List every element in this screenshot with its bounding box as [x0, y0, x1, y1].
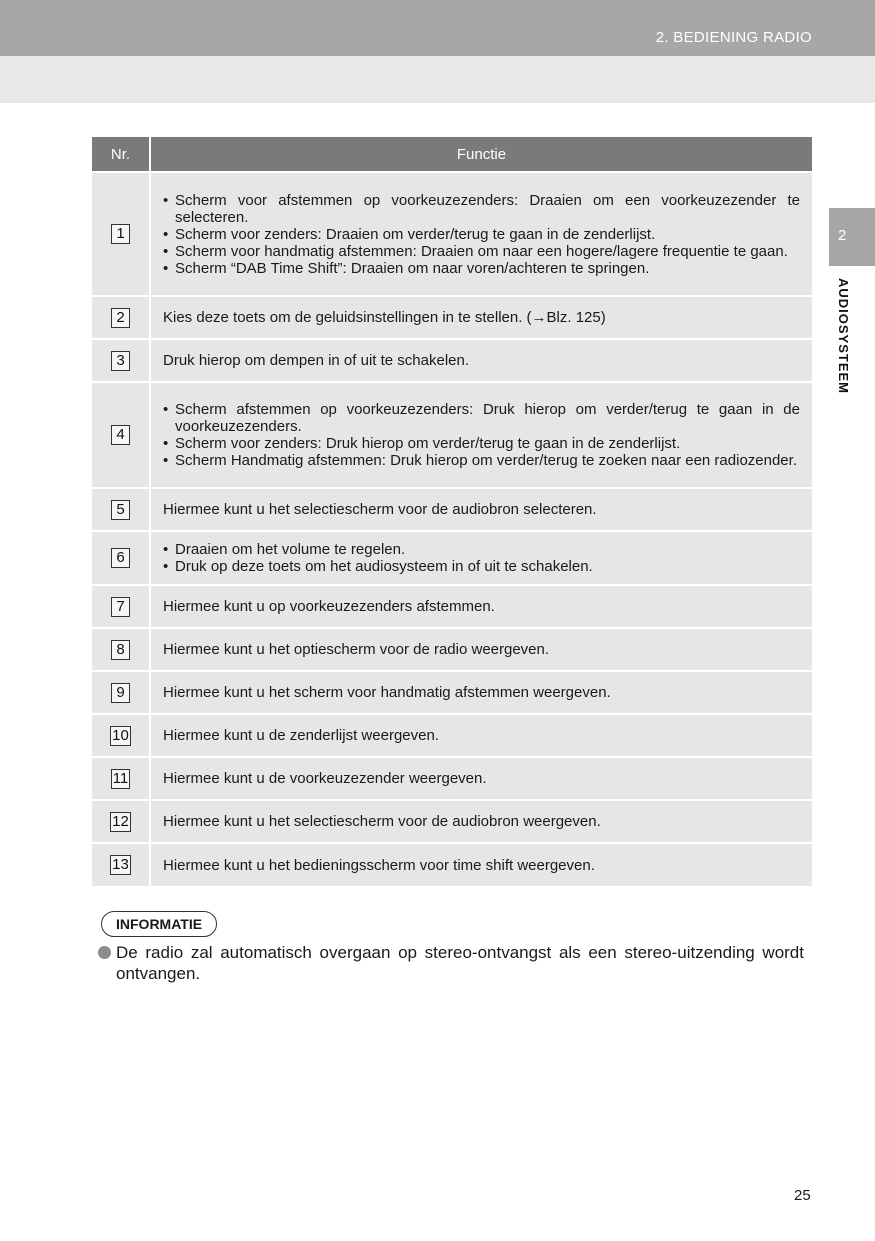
function-cell: Hiermee kunt u het scherm voor handmatig afstemmen weergeven. — [150, 671, 812, 714]
table-row — [92, 757, 812, 800]
table-row — [92, 531, 812, 585]
header-subband — [0, 56, 875, 103]
chapter-tab — [829, 208, 875, 266]
function-table — [92, 137, 812, 886]
function-cell: Kies deze toets om de geluidsinstellingen in te stellen. (→Blz. 125) — [150, 296, 812, 339]
table-row — [92, 339, 812, 382]
function-cell: Hiermee kunt u het selectiescherm voor de audiobron selecteren. — [150, 488, 812, 531]
table-header-row — [92, 137, 812, 172]
row-number-badge: 1 — [111, 224, 130, 244]
column-header-nr: Nr. — [92, 137, 150, 172]
page-number: 25 — [794, 1187, 811, 1204]
table-row — [92, 671, 812, 714]
bullet-item: • Draaien om het volume te regelen. — [163, 541, 800, 558]
bullet-item: • Druk op deze toets om het audiosysteem in of uit te schakelen. — [163, 558, 800, 575]
bullet-item: • Scherm voor handmatig afstemmen: Draaien om naar een hogere/lagere frequentie te gaan. — [163, 243, 800, 260]
row-number-badge: 8 — [111, 640, 130, 660]
function-cell — [150, 382, 812, 488]
bullet-item: • Scherm Handmatig afstemmen: Druk hierop om verder/terug te zoeken naar een radiozender. — [163, 452, 800, 469]
table-row — [92, 800, 812, 843]
header-band — [0, 0, 875, 56]
chapter-title: 2. BEDIENING RADIO — [655, 29, 812, 46]
row-number-badge: 7 — [111, 597, 130, 617]
row-number-badge: 6 — [111, 548, 130, 568]
info-bullet-icon — [98, 946, 111, 959]
bullet-item: • Scherm voor zenders: Druk hierop om verder/terug te gaan in de zenderlijst. — [163, 435, 800, 452]
row-number-badge: 3 — [111, 351, 130, 371]
function-cell: Hiermee kunt u de zenderlijst weergeven. — [150, 714, 812, 757]
function-cell: Hiermee kunt u het selectiescherm voor de audiobron weergeven. — [150, 800, 812, 843]
row-number-badge: 9 — [111, 683, 130, 703]
bullet-item: • Scherm afstemmen op voorkeuzezenders: Druk hierop om verder/terug te gaan in de voorkeuzezenders. — [163, 401, 800, 435]
table-row — [92, 382, 812, 488]
row-number-badge: 4 — [111, 425, 130, 445]
function-cell: Hiermee kunt u de voorkeuzezender weergeven. — [150, 757, 812, 800]
column-header-function: Functie — [150, 137, 812, 172]
function-cell: Hiermee kunt u het optiescherm voor de radio weergeven. — [150, 628, 812, 671]
chapter-tab-number: 2 — [838, 227, 847, 244]
info-text: De radio zal automatisch overgaan op stereo-ontvangst als een stereo-uitzending wordt ontvangen. — [116, 943, 804, 983]
table-row — [92, 628, 812, 671]
table-row — [92, 296, 812, 339]
function-cell — [150, 531, 812, 585]
table-row — [92, 843, 812, 886]
row-number-badge: 2 — [111, 308, 130, 328]
info-label: INFORMATIE — [101, 911, 217, 937]
table-row — [92, 488, 812, 531]
bullet-item: • Scherm “DAB Time Shift”: Draaien om naar voren/achteren te springen. — [163, 260, 800, 277]
table-row — [92, 172, 812, 296]
function-cell: Hiermee kunt u het bedieningsscherm voor time shift weergeven. — [150, 843, 812, 886]
function-cell: Hiermee kunt u op voorkeuzezenders afstemmen. — [150, 585, 812, 628]
function-cell: Druk hierop om dempen in of uit te schakelen. — [150, 339, 812, 382]
row-number-badge: 13 — [112, 856, 129, 873]
row-number-badge: 5 — [111, 500, 130, 520]
bullet-item: • Scherm voor zenders: Draaien om verder/terug te gaan in de zenderlijst. — [163, 226, 800, 243]
bullet-item: • Scherm voor afstemmen op voorkeuzezenders: Draaien om een voorkeuzezender te selecteren. — [163, 192, 800, 226]
row-number-badge: 10 — [112, 726, 129, 744]
row-number-badge: 12 — [112, 812, 129, 830]
section-side-label: AUDIOSYSTEEM — [836, 278, 851, 395]
row-number-badge: 11 — [112, 769, 129, 787]
table-row — [92, 585, 812, 628]
table-row — [92, 714, 812, 757]
function-cell — [150, 172, 812, 296]
